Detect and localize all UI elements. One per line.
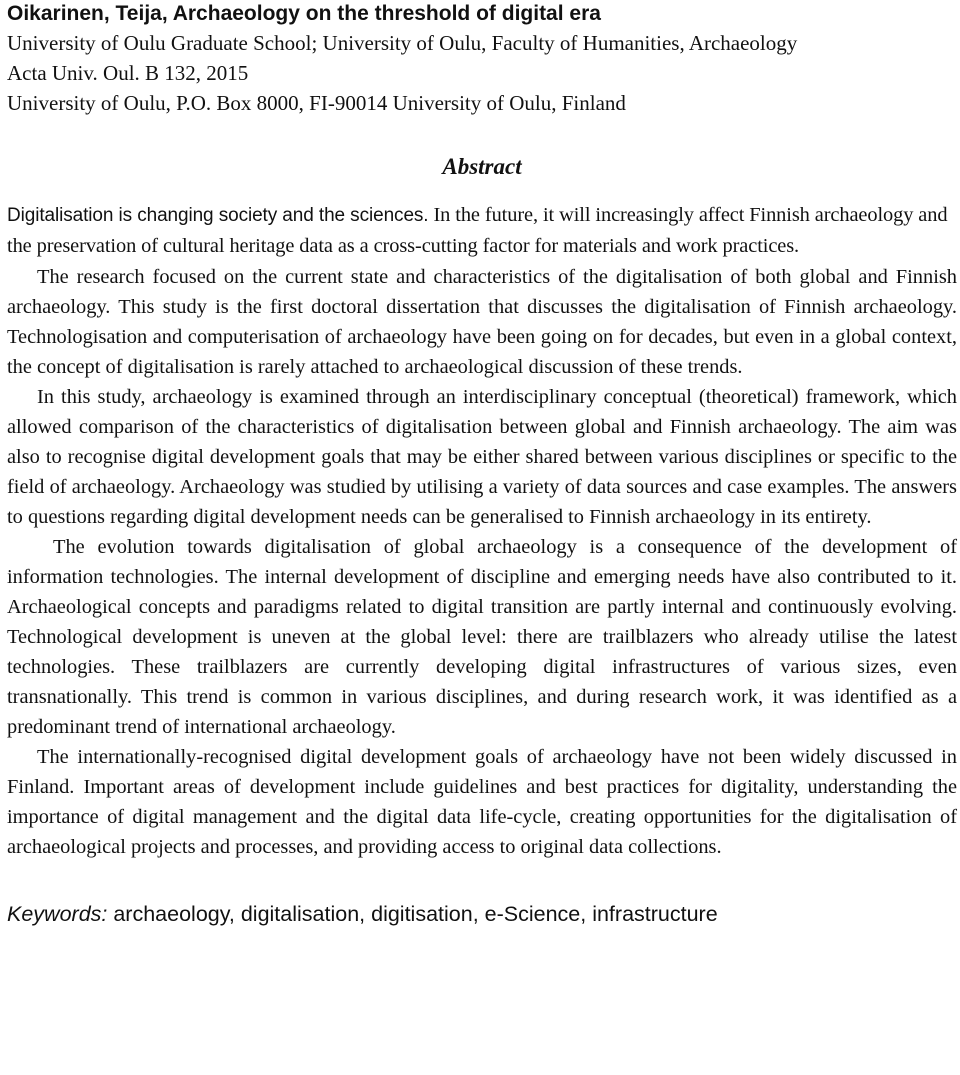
abstract-paragraph-1: The research focused on the current state and characteristics of the digitalisation of both global and Finnish archaeology. This study is the first doctoral dissertation that discusses the digitalisation of Finnish archaeology. Technologisation and computerisation of archaeology have been going on for decades, but even in a global context, the concept of digitalisation is rarely attached to archaeological discussion of these trends. (7, 266, 957, 378)
abstract-paragraph-4: The internationally-recognised digital development goals of archaeology have not been widely discussed in Finland. Important areas of development include guidelines and best practices for digitality, understanding the importance of digital management and the digital data life-cycle, creating opportunities for the digitalisation of archaeological projects and processes, and providing access to original data collections. (7, 746, 957, 858)
abstract-paragraph-2: In this study, archaeology is examined through an interdisciplinary conceptual (theoretical) framework, which allowed comparison of the characteristics of digitalisation between global and Finnish archaeology. The aim was also to recognise digital development goals that may be either shared between various disciplines or specific to the field of archaeology. Archaeology was studied by utilising a variety of data sources and case examples. The answers to questions regarding digital development needs can be generalised to Finnish archaeology in its entirety. (7, 386, 957, 528)
document-page (7, 0, 957, 929)
abstract-paragraph-3: The evolution towards digitalisation of global archaeology is a consequence of the development of information technologies. The internal development of discipline and emerging needs have also contributed to it. Archaeological concepts and paradigms related to digital transition are partly internal and continuously evolving. Technological development is uneven at the global level: there are trailblazers who already utilise the latest technologies. These trailblazers are currently developing digital infrastructures of various sizes, even transnationally. This trend is common in various disciplines, and during research work, it was identified as a predominant trend of international archaeology. (7, 536, 957, 738)
affiliation-line: University of Oulu Graduate School; University of Oulu, Faculty of Humanities, Archaeology (7, 31, 798, 55)
keywords-label: Keywords: (7, 902, 108, 926)
keywords-value: archaeology, digitalisation, digitisation, e-Science, infrastructure (107, 902, 718, 926)
intro-sentence: Digitalisation is changing society and the sciences. (7, 205, 429, 226)
series-line: Acta Univ. Oul. B 132, 2015 (7, 61, 249, 85)
intro-rest: In the future, it will increasingly affect Finnish archaeology and the preservation of cultural heritage data as a cross-cutting factor for materials and work practices. (7, 204, 948, 257)
keywords-line (7, 899, 957, 929)
abstract-heading: Abstract (442, 154, 522, 179)
address-line: University of Oulu, P.O. Box 8000, FI-90014 University of Oulu, Finland (7, 91, 626, 115)
abstract-intro-paragraph (7, 200, 957, 262)
document-title: Oikarinen, Teija, Archaeology on the threshold of digital era (7, 2, 601, 25)
